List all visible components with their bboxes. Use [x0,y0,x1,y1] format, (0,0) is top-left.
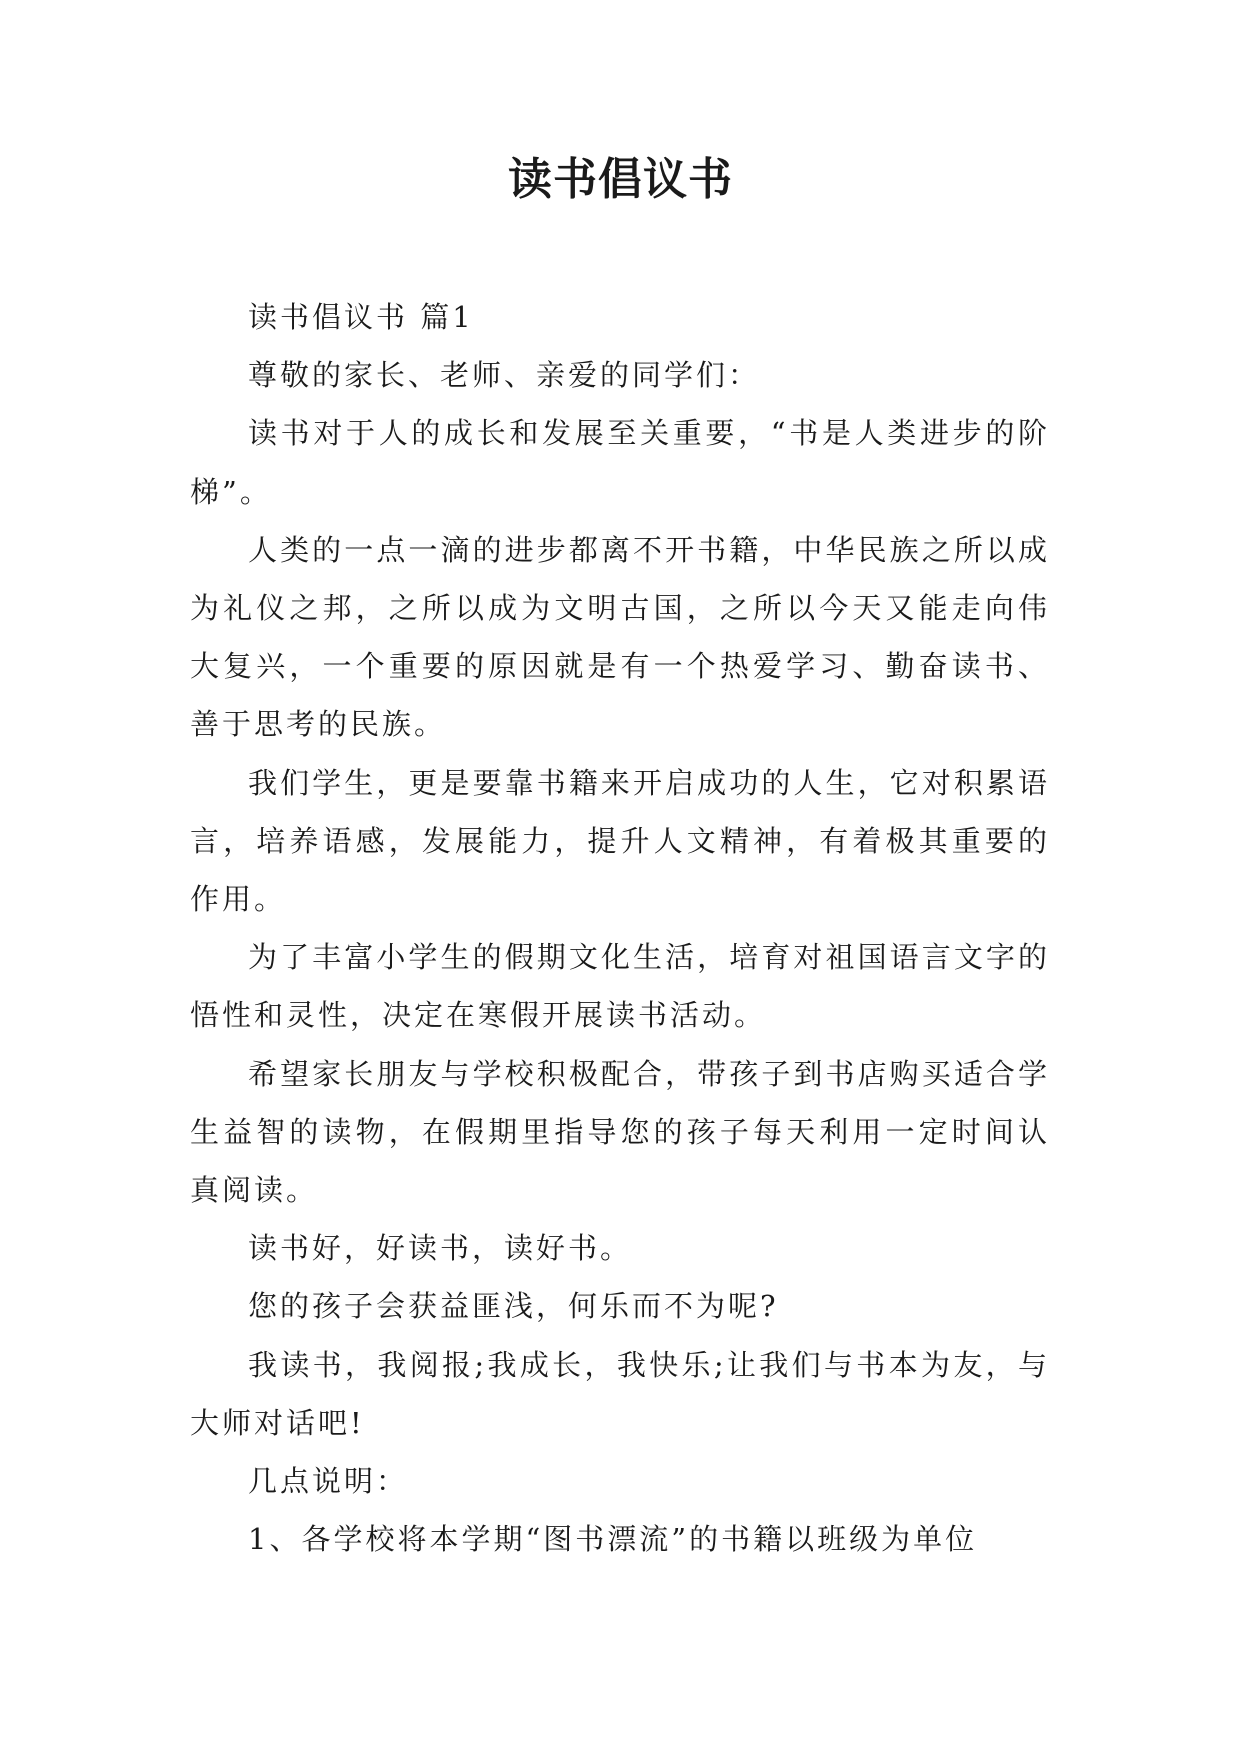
document-body [190,288,1050,1568]
paragraph: 我们学生，更是要靠书籍来开启成功的人生，它对积累语言，培养语感，发展能力，提升人文精神，有着极其重要的作用。 [190,765,1050,917]
paragraph: 为了丰富小学生的假期文化生活，培育对祖国语言文字的悟性和灵性，决定在寒假开展读书活动。 [190,940,1050,1033]
document-title: 读书倡议书 [508,154,733,205]
section-heading: 读书倡议书 篇1 [248,300,474,334]
paragraph: 读书好，好读书，读好书。 [248,1231,633,1266]
paragraph: 读书对于人的成长和发展至关重要，“书是人类进步的阶梯”。 [190,416,1050,509]
salutation: 尊敬的家长、老师、亲爱的同学们： [248,358,761,393]
paragraph: 希望家长朋友与学校积极配合，带孩子到书店购买适合学生益智的读物，在假期里指导您的孩子每天利用一定时间认真阅读。 [190,1056,1050,1208]
note-item: 1、各学校将本学期“图书漂流”的书籍以班级为单位 [248,1522,978,1557]
paragraph: 您的孩子会获益匪浅，何乐而不为呢? [248,1289,779,1324]
paragraph: 人类的一点一滴的进步都离不开书籍，中华民族之所以成为礼仪之邦，之所以成为文明古国，之所以今天又能走向伟大复兴，一个重要的原因就是有一个热爱学习、勤奋读书、善于思考的民族。 [190,532,1050,742]
paragraph: 我读书，我阅报;我成长，我快乐;让我们与书本为友，与大师对话吧! [190,1347,1050,1440]
notes-heading: 几点说明： [248,1464,409,1499]
